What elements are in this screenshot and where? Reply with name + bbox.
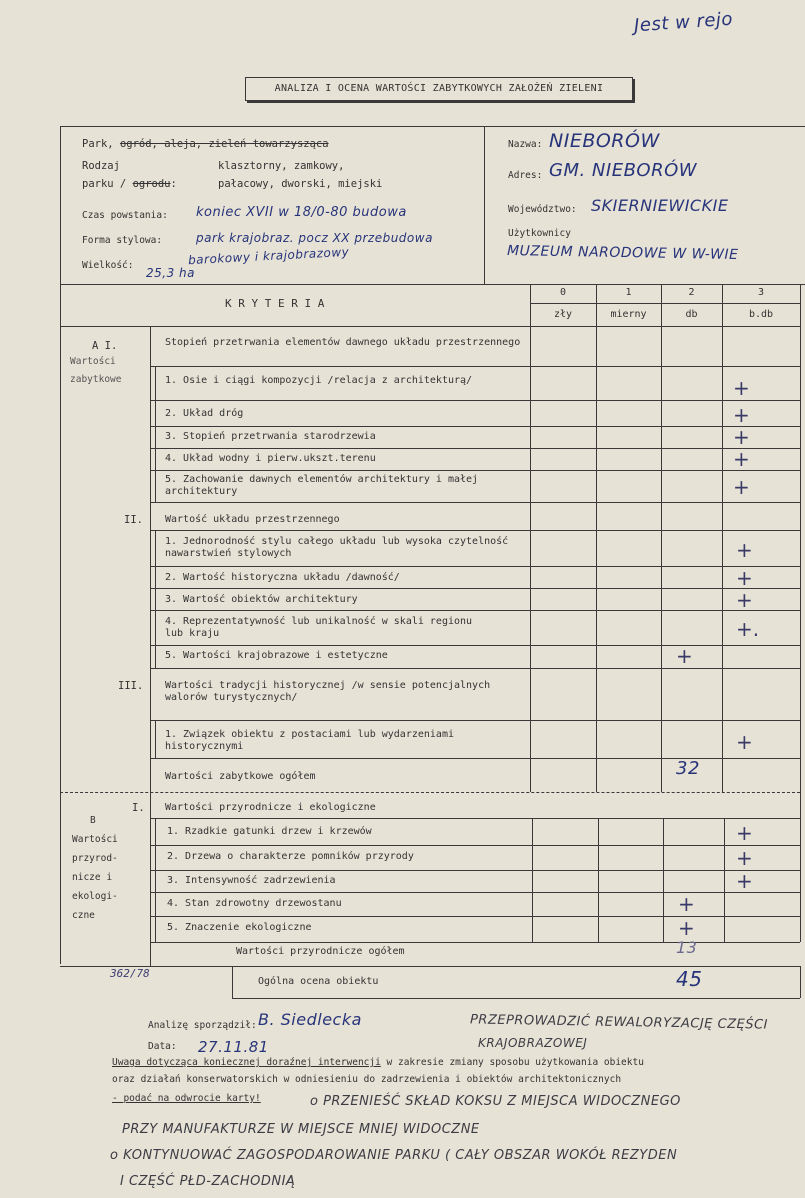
row-line	[150, 818, 800, 819]
note-a: o PRZENIEŚĆ SKŁAD KOKSU Z MIEJSCA WIDOCZNEGO	[310, 1094, 681, 1109]
overall-box-bottom	[232, 998, 800, 999]
right-note-1: PRZEPROWADZIĆ REWALORYZACJĘ CZĘŚCI	[469, 1012, 769, 1033]
row-a1-4-text: 4. Układ wodny i pierw.ukszt.terenu	[165, 453, 376, 464]
adres-label: Adres:	[508, 170, 543, 181]
row-a2-3-mark: +	[736, 588, 753, 612]
row-b-5-text: 5. Znaczenie ekologiczne	[167, 922, 312, 933]
row-a2-1-text: 1. Jednorodność stylu całego układu lub wysoka czytelność nawarstwień stylowych	[165, 536, 509, 559]
row-b-4-text: 4. Stan zdrowotny drzewostanu	[167, 898, 342, 909]
group-ii-title: Wartość układu przestrzennego	[165, 514, 340, 525]
overall-label: Ogólna ocena obiektu	[258, 976, 379, 987]
table-left-border	[60, 126, 61, 964]
row-a2-1-mark: +	[736, 538, 753, 562]
row-a1-4-mark: +	[733, 447, 750, 471]
row-a1-1-text: 1. Osie i ciągi kompozycji /relacja z architekturą/	[165, 375, 473, 386]
table-top-border	[60, 126, 805, 127]
forma-value: park krajobraz. pocz XX przebudowa	[196, 231, 433, 245]
b-col-3-left	[724, 818, 725, 942]
row-line	[150, 942, 800, 943]
row-line	[150, 610, 800, 611]
rodzaj-label: Rodzaj	[82, 160, 120, 172]
section-b-code: I.	[132, 802, 145, 814]
uzytkownicy-value: MUZEUM NARODOWE W W-WIE	[506, 242, 739, 264]
section-b-label-5: czne	[72, 910, 95, 921]
section-a-divider	[150, 326, 151, 792]
col-3-num: 3	[757, 287, 765, 298]
col-3-left	[722, 284, 723, 792]
row-line	[150, 758, 800, 759]
note-c: o KONTYNUOWAĆ ZAGOSPODAROWANIE PARKU ( CAŁY OBSZAR WOKÓŁ REZYDEN	[110, 1148, 678, 1163]
row-b-3-mark: +	[736, 869, 753, 893]
row-a2-5-mark: +	[676, 644, 693, 668]
row-a1-5-text: 5. Zachowanie dawnych elementów architektury i małej architektury	[165, 474, 479, 497]
row-indent-line	[155, 818, 156, 942]
header-divider	[484, 126, 485, 284]
col-1-left	[596, 284, 597, 792]
col-2-label: db	[685, 309, 698, 320]
row-a1-2-text: 2. Układ dróg	[165, 408, 244, 419]
col-2-left	[661, 284, 662, 792]
row-a2-3-text: 3. Wartość obiektów architektury	[165, 594, 358, 605]
b-col-3-right	[800, 792, 801, 942]
row-b-1-text: 1. Rzadkie gatunki drzew i krzewów	[167, 826, 372, 837]
col-0-label: zły	[553, 309, 573, 320]
wojewodztwo-label: Województwo:	[508, 204, 577, 215]
park-line: Park, ogród, aleja, zieleń towarzysząca	[82, 138, 329, 150]
section-a-label-2: zabytkowe	[70, 374, 122, 385]
score-head-divider	[530, 303, 800, 304]
uwaga-line-1: Uwaga dotycząca koniecznej doraźnej interwencji w zakresie zmiany sposobu użytkowania obiektu	[112, 1057, 644, 1068]
row-line	[150, 502, 800, 503]
b-col-2-left	[663, 818, 664, 942]
corner-note: Jest w rejo	[633, 8, 734, 37]
group-i-title: Stopień przetrwania elementów dawnego układu przestrzennego	[165, 337, 521, 348]
row-line	[150, 720, 800, 721]
row-indent-line	[155, 720, 156, 758]
overall-box-right	[800, 966, 801, 998]
section-b-label-1: Wartości	[72, 834, 118, 845]
overall-value: 45	[676, 967, 703, 991]
form-number: 362/78	[110, 967, 150, 980]
row-line	[150, 448, 800, 449]
section-a-total-label: Wartości zabytkowe ogółem	[165, 771, 316, 782]
row-indent-line	[155, 530, 156, 668]
row-a2-2-mark: +	[736, 566, 753, 590]
col-1-num: 1	[625, 287, 632, 298]
rodzaj-options-2: pałacowy, dworski, miejski	[218, 178, 383, 190]
uzytkownicy-label: Użytkownicy	[508, 228, 571, 239]
row-line	[150, 366, 800, 367]
wielkosc-label: Wielkość:	[82, 260, 134, 271]
section-b-letter: B	[90, 815, 96, 826]
analiza-label: Analizę sporządził:	[148, 1020, 257, 1031]
section-b-total-value: 13	[676, 938, 698, 957]
b-col-1-left	[598, 818, 599, 942]
adres-value: GM. NIEBORÓW	[549, 160, 698, 181]
header-bottom-border	[60, 284, 805, 285]
row-line	[150, 470, 800, 471]
row-line	[150, 426, 800, 427]
section-b-label-3: nicze i	[72, 872, 113, 883]
row-a1-3-text: 3. Stopień przetrwania starodrzewia	[165, 431, 376, 442]
uwaga-line-3: - podać na odwrocie karty!	[112, 1093, 261, 1104]
row-a3-1-mark: +	[736, 730, 753, 754]
row-line	[150, 916, 800, 917]
col-2-num: 2	[688, 287, 695, 298]
forma-value-2: barokowy i krajobrazowy	[187, 244, 350, 268]
row-a2-2-text: 2. Wartość historyczna układu /dawność/	[165, 572, 400, 583]
czas-value: koniec XVII w 18/0-80 budowa	[196, 205, 407, 220]
row-indent-line	[155, 366, 156, 502]
col-1-label: mierny	[610, 309, 647, 320]
row-a2-4-mark: +.	[736, 617, 760, 641]
form-title: ANALIZA I OCENA WARTOŚCI ZABYTKOWYCH ZAŁOŻEŃ ZIELENI	[245, 77, 633, 101]
row-line	[150, 892, 800, 893]
row-b-2-mark: +	[736, 846, 753, 870]
col-0-num: 0	[559, 287, 567, 298]
row-a1-5-mark: +	[733, 475, 750, 499]
row-line	[150, 588, 800, 589]
parku-label: parku / ogrodu:	[82, 178, 177, 190]
section-a-label-1: Wartości	[70, 356, 116, 367]
col-0-left	[530, 284, 531, 792]
row-line	[150, 870, 800, 871]
section-b-total-label: Wartości przyrodnicze ogółem	[236, 946, 405, 957]
row-line	[150, 400, 800, 401]
analiza-value: B. Siedlecka	[258, 1010, 362, 1029]
right-note-2: KRAJOBRAZOWEJ	[478, 1036, 588, 1050]
czas-label: Czas powstania:	[82, 210, 168, 221]
col-3-right	[800, 284, 801, 792]
forma-label: Forma stylowa:	[82, 235, 163, 246]
wojewodztwo-value: SKIERNIEWICKIE	[591, 196, 729, 215]
note-d: I CZĘŚĆ PŁD-ZACHODNIĄ	[120, 1174, 296, 1189]
section-b-group-title: Wartości przyrodnicze i ekologiczne	[165, 802, 376, 813]
section-b-label-2: przyrod-	[72, 853, 118, 864]
b-col-0-left	[532, 818, 533, 942]
row-b-1-mark: +	[736, 821, 753, 845]
row-a2-4-text: 4. Reprezentatywność lub unikalność w skali regionu lub kraju	[165, 616, 473, 639]
row-b-4-mark: +	[678, 892, 695, 916]
section-b-label-4: ekologi-	[72, 891, 118, 902]
group-iii-code: III.	[118, 680, 144, 692]
section-a-bottom	[60, 792, 800, 793]
note-b: PRZY MANUFAKTURZE W MIEJSCE MNIEJ WIDOCZNE	[122, 1122, 480, 1137]
nazwa-value: NIEBORÓW	[549, 130, 660, 152]
row-a1-1-mark: +	[733, 376, 750, 400]
row-line	[150, 566, 800, 567]
row-b-5-mark: +	[678, 916, 695, 940]
criteria-label: K R Y T E R I A	[225, 297, 325, 310]
wielkosc-value: 25,3 ha	[146, 266, 195, 280]
section-a-total-value: 32	[676, 758, 700, 779]
row-line	[150, 645, 800, 646]
row-line	[150, 530, 800, 531]
group-iii-title: Wartości tradycji historycznej /w sensie potencjalnych walorów turystycznych/	[165, 680, 491, 703]
row-a2-5-text: 5. Wartości krajobrazowe i estetyczne	[165, 650, 388, 661]
row-a1-2-mark: +	[733, 403, 750, 427]
criteria-head-bottom	[60, 326, 800, 327]
section-a-code: A I.	[92, 340, 118, 352]
data-label: Data:	[148, 1041, 177, 1052]
overall-box-left	[232, 966, 233, 998]
data-value: 27.11.81	[198, 1038, 269, 1056]
row-b-2-text: 2. Drzewa o charakterze pomników przyrody	[167, 851, 414, 862]
row-line	[150, 845, 800, 846]
rodzaj-options-1: klasztorny, zamkowy,	[218, 160, 345, 172]
row-a3-1-text: 1. Związek obiektu z postaciami lub wydarzeniami historycznymi	[165, 729, 454, 752]
row-b-3-text: 3. Intensywność zadrzewienia	[167, 875, 336, 886]
nazwa-label: Nazwa:	[508, 139, 543, 150]
uwaga-line-2: oraz działań konserwatorskich w odniesieniu do zadrzewienia i obiektów architektonicznych	[112, 1074, 622, 1085]
row-line	[150, 668, 800, 669]
group-ii-code: II.	[124, 514, 143, 526]
row-a1-3-mark: +	[733, 425, 750, 449]
col-3-label: b.db	[748, 309, 774, 320]
